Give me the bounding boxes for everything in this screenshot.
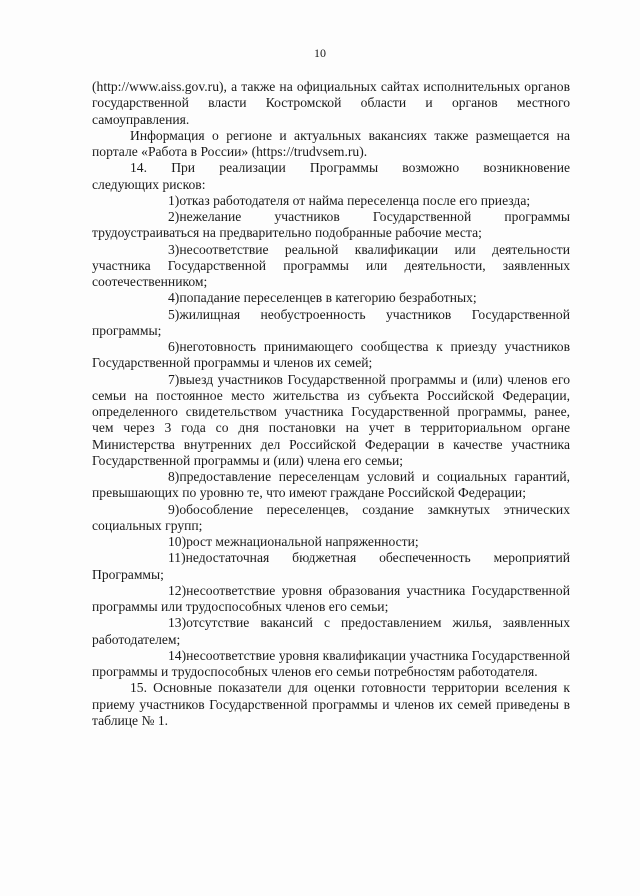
list-item bbox=[92, 469, 570, 502]
list-item-number: 4) bbox=[168, 290, 180, 306]
list-item-text: рост межнациональной напряженности; bbox=[186, 534, 419, 549]
list-item-text: жилищная необустроенность участников Государственной программы; bbox=[92, 306, 570, 338]
list-item-text: отказ работодателя от найма переселенца после его приезда; bbox=[179, 192, 531, 208]
list-item-text: отсутствие вакансий с предоставлением жилья, заявленных работодателем; bbox=[92, 615, 570, 647]
list-item-text: недостаточная бюджетная обеспеченность мероприятий Программы; bbox=[92, 550, 570, 582]
document-body bbox=[92, 79, 574, 729]
list-item-number: 1) bbox=[168, 192, 180, 208]
list-item-number: 11) bbox=[168, 550, 186, 566]
list-item-number: 7) bbox=[168, 371, 180, 387]
list-item bbox=[92, 290, 570, 306]
paragraph: 15. Основные показатели для оценки готовности территории вселения к приему участников Государственной программы и членов их семей приведены в таблице № 1. bbox=[92, 680, 570, 728]
list-item bbox=[92, 339, 570, 372]
list-item-number: 8) bbox=[168, 469, 180, 484]
risk-list bbox=[92, 193, 570, 681]
list-item-text: обособление переселенцев, создание замкнутых этнических социальных групп; bbox=[92, 501, 570, 533]
list-item bbox=[92, 372, 570, 470]
list-item bbox=[92, 550, 570, 583]
list-item-number: 13) bbox=[168, 615, 187, 631]
list-item-number: 12) bbox=[168, 582, 187, 598]
list-item-text: нежелание участников Государственной программы трудоустраиваться на предварительно подобранные рабочие места; bbox=[92, 209, 570, 241]
list-item-number: 14) bbox=[168, 647, 187, 663]
paragraph: 14. При реализации Программы возможно возникновение следующих рисков: bbox=[92, 160, 574, 192]
list-item-text: попадание переселенцев в категорию безработных; bbox=[179, 290, 477, 306]
list-item bbox=[92, 615, 570, 648]
list-item-number: 6) bbox=[168, 339, 180, 354]
list-item-text: выезд участников Государственной программы и (или) членов его семьи на постоянное место жительства из субъекта Российской Федерации, определенного свидетельством участника Государственной программы, ранее, чем через 3 года со дня постановки на учет в территориальном органе Министерства внутренних дел Российской Федерации в качестве участника Государственной программы и (или) члена его семьи; bbox=[92, 371, 570, 468]
list-item-number: 10) bbox=[168, 534, 187, 549]
list-item bbox=[92, 307, 570, 340]
list-item-text: неготовность принимающего сообщества к приезду участников Государственной программы и членов их семей; bbox=[92, 339, 570, 371]
list-item-text: предоставление переселенцам условий и социальных гарантий, превышающих по уровню те, что имеют граждане Российской Федерации; bbox=[92, 469, 570, 501]
list-item bbox=[92, 193, 570, 209]
list-item bbox=[92, 534, 570, 550]
paragraph: Информация о регионе и актуальных вакансиях также размещается на портале «Работа в России» (https://trudvsem.ru). bbox=[92, 127, 570, 159]
list-item bbox=[92, 583, 570, 616]
list-item bbox=[92, 502, 570, 535]
list-item-number: 3) bbox=[168, 241, 180, 257]
list-item-text: несоответствие реальной квалификации или деятельности участника Государственной программы или деятельности, заявленных соотечественником; bbox=[92, 241, 570, 289]
list-item-number: 9) bbox=[168, 501, 180, 517]
list-item bbox=[92, 242, 570, 291]
list-item-text: несоответствие уровня квалификации участника Государственной программы и трудоспособных членов его семьи потребностям работодателя. bbox=[92, 647, 570, 679]
list-item bbox=[92, 209, 570, 242]
paragraph: (http://www.aiss.gov.ru), а также на официальных сайтах исполнительных органов государственной власти Костромской области и органов местного самоуправления. bbox=[92, 79, 570, 127]
list-item bbox=[92, 648, 570, 681]
list-item-number: 5) bbox=[168, 306, 180, 322]
list-item-text: несоответствие уровня образования участника Государственной программы или трудоспособных членов его семьи; bbox=[92, 582, 570, 614]
page-number: 10 bbox=[314, 46, 326, 60]
list-item-number: 2) bbox=[168, 209, 180, 224]
